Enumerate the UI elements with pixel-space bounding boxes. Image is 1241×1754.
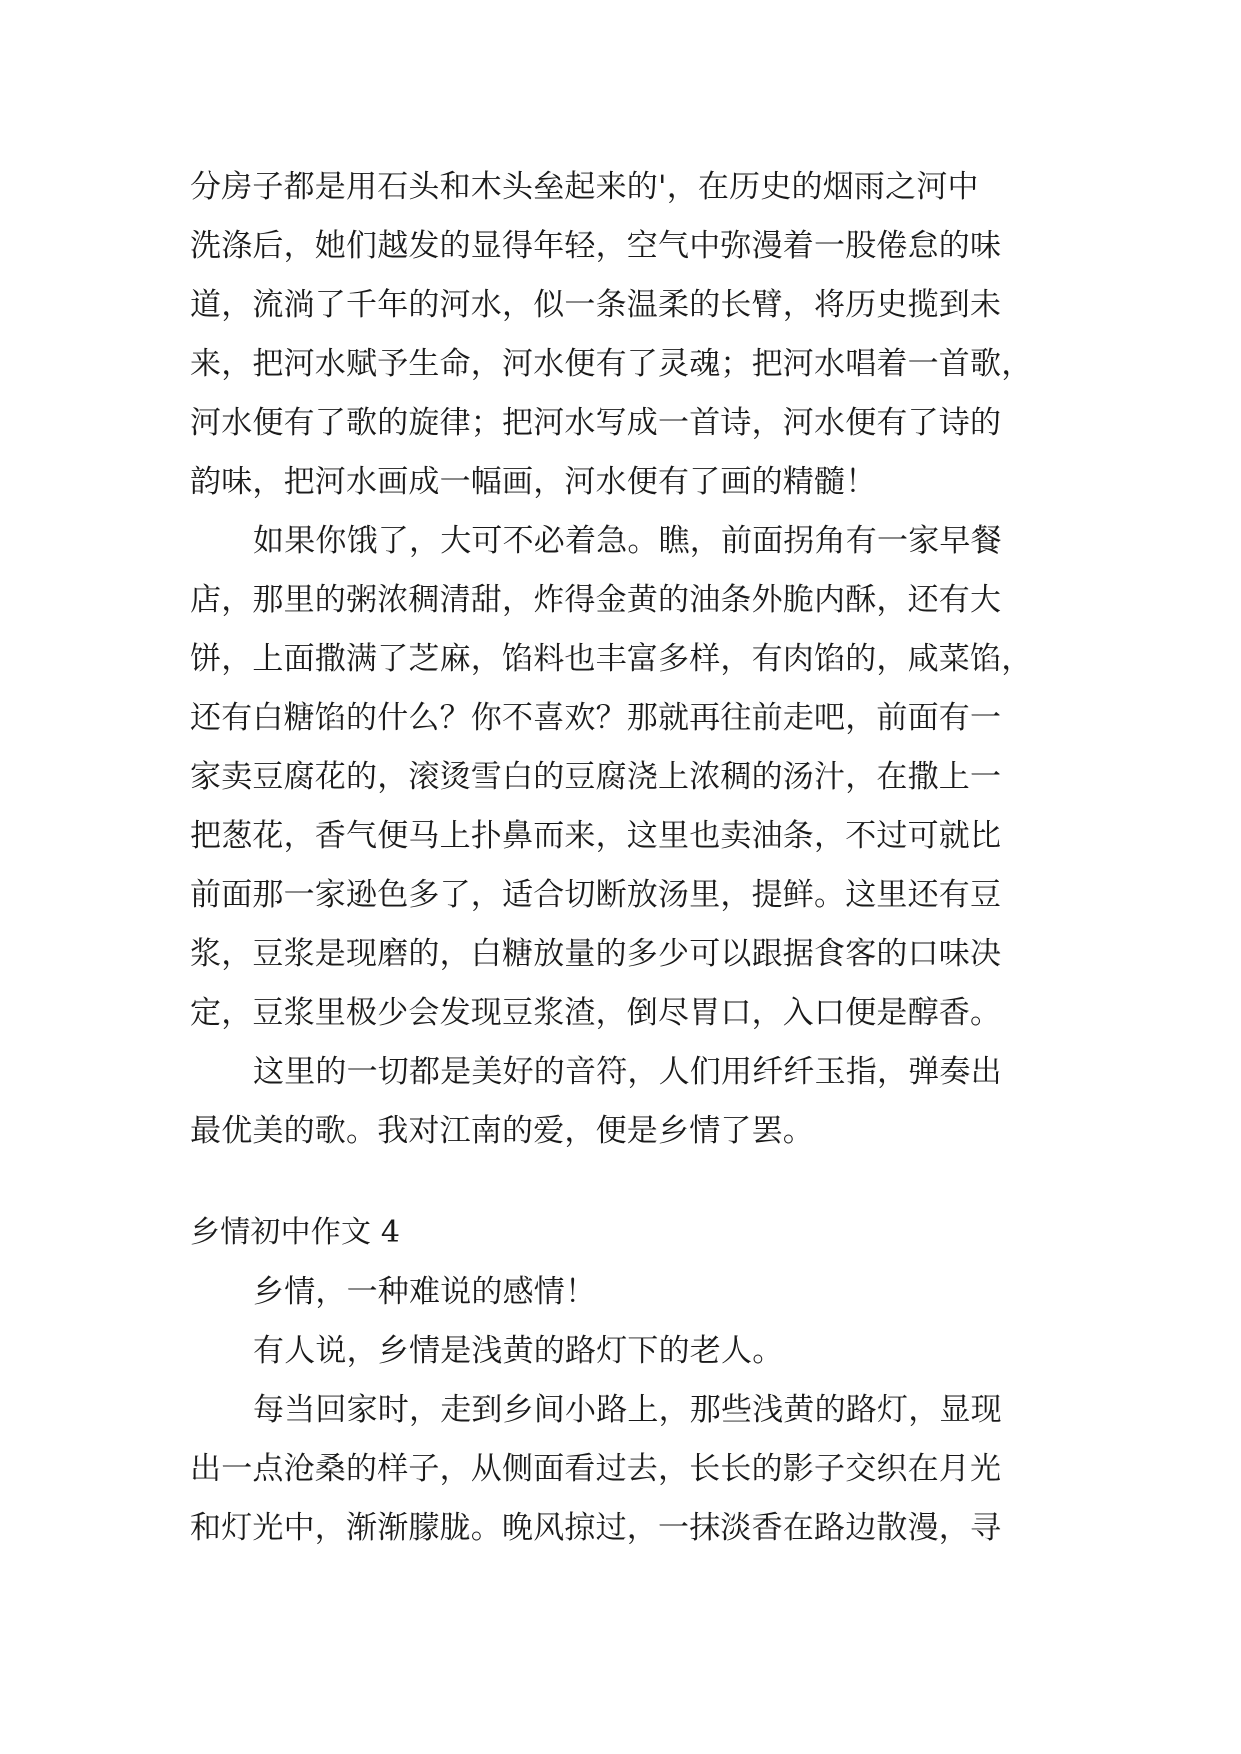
text-line: 前面那一家逊色多了，适合切断放汤里，提鲜。这里还有豆 (190, 877, 1002, 913)
text-line: 店，那里的粥浓稠清甜，炸得金黄的油条外脆内酥，还有大 (190, 582, 1002, 618)
paragraph-line: 乡情，一种难说的感情！ (253, 1274, 597, 1310)
text-line: 这里的一切都是美好的音符，人们用纤纤玉指，弹奏出 (253, 1054, 1002, 1090)
text-line: 定，豆浆里极少会发现豆浆渣，倒尽胃口，入口便是醇香。 (190, 995, 1002, 1031)
text-line: 来，把河水赋予生命，河水便有了灵魂；把河水唱着一首歌， (190, 346, 1033, 382)
text-line: 河水便有了歌的旋律；把河水写成一首诗，河水便有了诗的 (190, 405, 1002, 441)
text-line: 浆，豆浆是现磨的，白糖放量的多少可以跟据食客的口味决 (190, 936, 1002, 972)
text-line: 最优美的歌。我对江南的爱，便是乡情了罢。 (190, 1113, 814, 1149)
text-line: 道，流淌了千年的河水，似一条温柔的长臂，将历史揽到未 (190, 287, 1002, 323)
text-line: 洗涤后，她们越发的显得年轻，空气中弥漫着一股倦怠的味 (190, 228, 1002, 264)
essay-title: 乡情初中作文 4 (190, 1215, 401, 1250)
text-line: 还有白糖馅的什么？你不喜欢？那就再往前走吧，前面有一 (190, 700, 1002, 736)
text-line: 家卖豆腐花的，滚烫雪白的豆腐浇上浓稠的汤汁，在撒上一 (190, 759, 1002, 795)
text-line: 出一点沧桑的样子，从侧面看过去，长长的影子交织在月光 (190, 1451, 1002, 1487)
text-line: 分房子都是用石头和木头垒起来的'，在历史的烟雨之河中 (190, 169, 979, 205)
paragraph-line: 有人说，乡情是浅黄的路灯下的老人。 (253, 1333, 784, 1369)
text-line: 把葱花，香气便马上扑鼻而来，这里也卖油条，不过可就比 (190, 818, 1002, 854)
text-line: 饼，上面撒满了芝麻，馅料也丰富多样，有肉馅的，咸菜馅， (190, 641, 1033, 677)
text-line: 和灯光中，渐渐朦胧。晚风掠过，一抹淡香在路边散漫，寻 (190, 1510, 1002, 1546)
text-line: 如果你饿了，大可不必着急。瞧，前面拐角有一家早餐 (253, 523, 1002, 559)
text-line: 韵味，把河水画成一幅画，河水便有了画的精髓！ (190, 464, 877, 500)
text-line: 每当回家时，走到乡间小路上，那些浅黄的路灯，显现 (253, 1392, 1002, 1428)
